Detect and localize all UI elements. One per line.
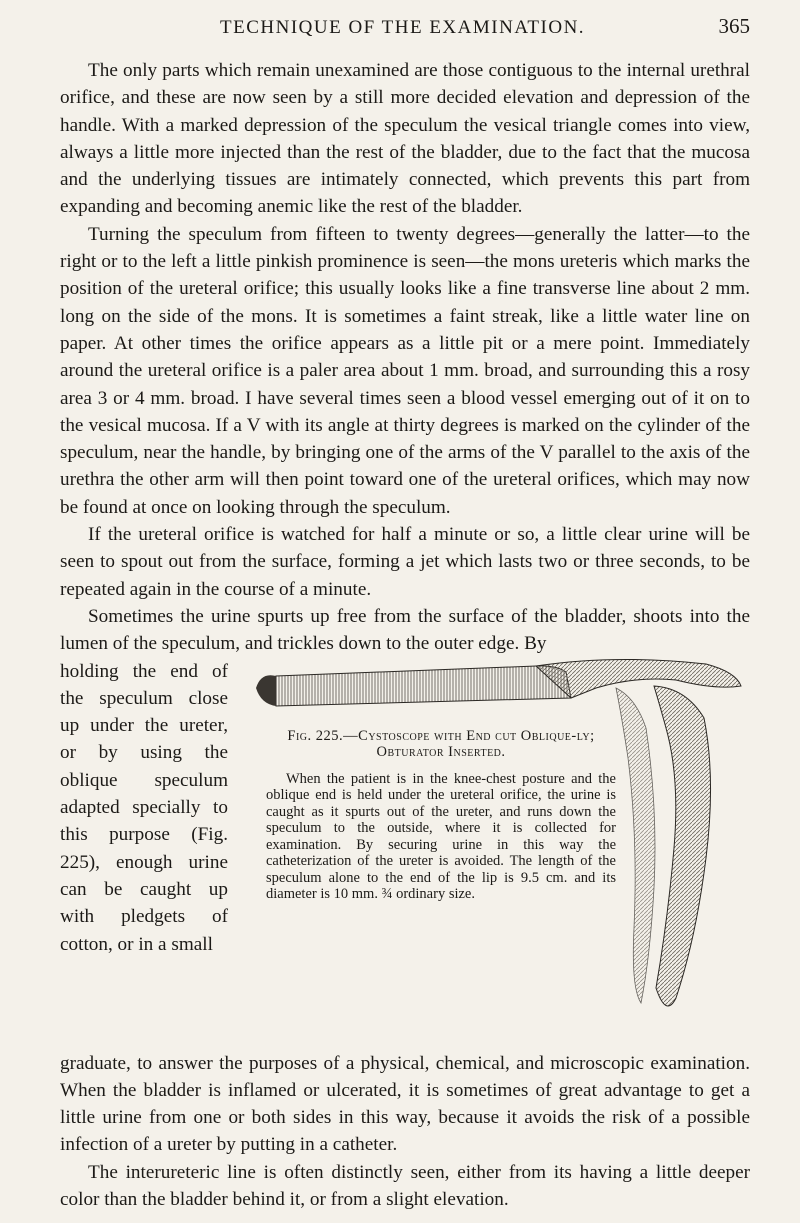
paragraph-2: Turning the speculum from fifteen to twenty degrees—generally the latter—to the right or to the left a little pinkish prominence is seen—the mons ureteris which marks the position of the ureteral orifice; this usually looks like a fine transverse line about 2 mm. long on the side of the mons. It is sometimes a faint streak, like a little water line on paper. At other times the orifice appears as a little pit or a mere point. Immediately around the ureteral orifice is a paler area about 1 mm. broad, and surrounding this a rosy area 3 or 4 mm. broad. I have several times seen a blood vessel emerging out of it on to the vesical mucosa. If a V with its angle at thirty degrees is marked on the cylinder of the speculum, near the handle, by bringing one of the arms of the V parallel to the axis of the urethra the other arm will then point toward one of the ureteral orifices, which may now be found at once on looking through the speculum. (60, 223, 750, 518)
paragraph-3: If the ureteral orifice is watched for half a minute or so, a little clear urine will be seen to spout out from the surface, forming a jet which lasts two or three seconds, to be repeated again in the course of a minute. (60, 524, 750, 600)
paragraph-5: graduate, to answer the purposes of a physical, chemical, and microscopic examination. When the bladder is inflamed or ulcerated, it is sometimes of great advantage to get a little urine from one or both sides in this way, because it avoids the risk of a possible infection of a ureter by putting in a catheter. (60, 1052, 750, 1156)
figure-225 (236, 658, 750, 1050)
running-header (220, 14, 750, 39)
header-title: TECHNIQUE OF THE EXAMINATION. (220, 17, 586, 38)
figure-caption (266, 728, 616, 903)
paragraph-left-column: holding the end of the speculum close up under the ureter, or by using the oblique speculum adapted specially to this purpose (Fig. 225), enough urine can be caught up with pledgets of cotton, or in a small (60, 660, 228, 955)
figure-wrap (60, 658, 750, 1050)
figure-title: Fig. 225.—Cystoscope with End cut Oblique-ly; Obturator Inserted. (287, 727, 595, 761)
paragraph-6: The interureteric line is often distinctly seen, either from its having a little deeper color than the bladder behind it, or from a slight elevation. (60, 1161, 750, 1211)
page-number: 365 (718, 14, 750, 38)
figure-caption-text: When the patient is in the knee-chest posture and the oblique end is held under the ureteral orifice, the urine is caught as it spurts out of the ureter, and runs down the speculum to the outside, where it is collected for examination. By securing urine in this way the catheterization of the ureter is avoided. The length of the speculum alone to the end of the lip is 9.5 cm. and its diameter is 10 mm. ¾ ordinary size. (266, 770, 616, 903)
paragraph-4: Sometimes the urine spurts up free from the surface of the bladder, shoots into the lumen of the speculum, and trickles down to the outer edge. By (60, 605, 750, 655)
paragraph-1: The only parts which remain unexamined are those contiguous to the internal urethral orifice, and these are now seen by a still more decided elevation and depression of the handle. With a marked depression of the speculum the vesical triangle comes into view, always a little more injected than the rest of the bladder, due to the fact that the mucosa and the underlying tissues are intimately connected, which prevents this part from expanding and becoming anemic like the rest of the bladder. (60, 60, 750, 218)
page (60, 14, 750, 1213)
